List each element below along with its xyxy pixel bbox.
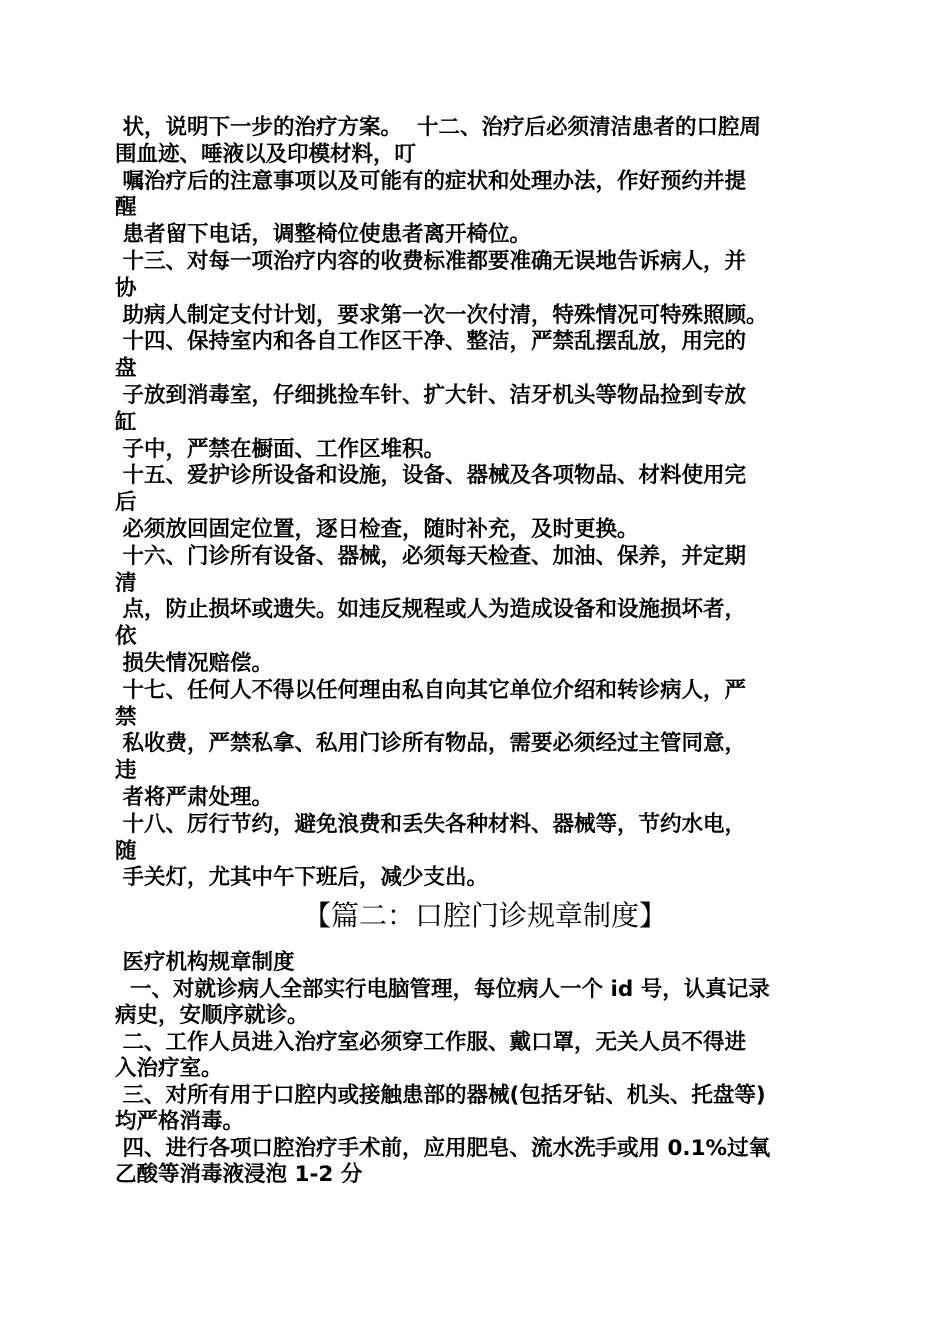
text-line: 依 <box>115 624 137 650</box>
text-line: 十五、爱护诊所设备和设施，设备、器械及各项物品、材料使用完 <box>115 463 746 489</box>
text-line: 患者留下电话，调整椅位使患者离开椅位。 <box>115 222 531 248</box>
text-line: 醒 <box>115 195 137 221</box>
text-line: 十四、保持室内和各自工作区干净、整洁，严禁乱摆乱放，用完的 <box>115 329 746 355</box>
text-line: 十六、门诊所有设备、器械，必须每天检查、加油、保养，并定期 <box>115 543 746 569</box>
text-line: 必须放回固定位置，逐日检查，随时补充，及时更换。 <box>115 516 639 542</box>
text-line: 私收费，严禁私拿、私用门诊所有物品，需要必须经过主管同意， <box>115 731 746 757</box>
text-line: 均严格消毒。 <box>115 1109 245 1135</box>
text-line: 者将严肃处理。 <box>115 784 273 810</box>
text-line: 十三、对每一项治疗内容的收费标准都要准确无误地告诉病人，并 <box>115 248 746 274</box>
text-line: 协 <box>115 275 137 301</box>
text-line: 违 <box>115 758 137 784</box>
text-line: 清 <box>115 570 137 596</box>
document-body <box>115 115 835 1189</box>
text-line: 病史，安顺序就诊。 <box>115 1003 309 1029</box>
text-line: 盘 <box>115 356 137 382</box>
text-line: 三、对所有用于口腔内或接触患部的器械(包括牙钻、机头、托盘等) <box>115 1082 766 1108</box>
regulations-part-one <box>115 115 835 892</box>
text-line: 四、进行各项口腔治疗手术前，应用肥皂、流水洗手或用 0.1%过氧 <box>115 1135 771 1161</box>
text-line: 助病人制定支付计划，要求第一次一次付清，特殊情况可特殊照顾。 <box>115 302 768 328</box>
text-line: 子放到消毒室，仔细挑捡车针、扩大针、洁牙机头等物品捡到专放 <box>115 382 746 408</box>
text-line: 手关灯，尤其中午下班后，减少支出。 <box>115 865 488 891</box>
text-line: 一、对就诊病人全部实行电脑管理，每位病人一个 id 号，认真记录 <box>115 976 770 1002</box>
regulations-part-two <box>115 950 835 1189</box>
text-line: 禁 <box>115 704 137 730</box>
text-line: 损失情况赔偿。 <box>115 650 273 676</box>
section-heading: 【篇二：口腔门诊规章制度】 <box>302 899 667 933</box>
text-line: 后 <box>115 490 137 516</box>
text-line: 围血迹、唾液以及印模材料，叮 <box>115 141 417 167</box>
text-line: 点，防止损坏或遗失。如违反规程或人为造成设备和设施损坏者， <box>115 597 746 623</box>
text-line: 缸 <box>115 409 137 435</box>
text-line: 嘱治疗后的注意事项以及可能有的症状和处理办法，作好预约并提 <box>115 168 746 194</box>
text-line: 十七、任何人不得以任何理由私自向其它单位介绍和转诊病人，严 <box>115 677 746 703</box>
text-line: 乙酸等消毒液浸泡 1-2 分 <box>115 1162 363 1188</box>
text-line: 入治疗室。 <box>115 1056 223 1082</box>
text-line: 子中，严禁在橱面、工作区堆积。 <box>115 436 445 462</box>
text-line: 随 <box>115 838 137 864</box>
text-line: 医疗机构规章制度 <box>115 950 295 976</box>
text-line: 状，说明下一步的治疗方案。 十二、治疗后必须清洁患者的口腔周 <box>115 115 761 140</box>
text-line: 十八、厉行节约，避免浪费和丢失各种材料、器械等，节约水电， <box>115 811 746 837</box>
text-line: 二、工作人员进入治疗室必须穿工作服、戴口罩，无关人员不得进 <box>115 1029 746 1055</box>
